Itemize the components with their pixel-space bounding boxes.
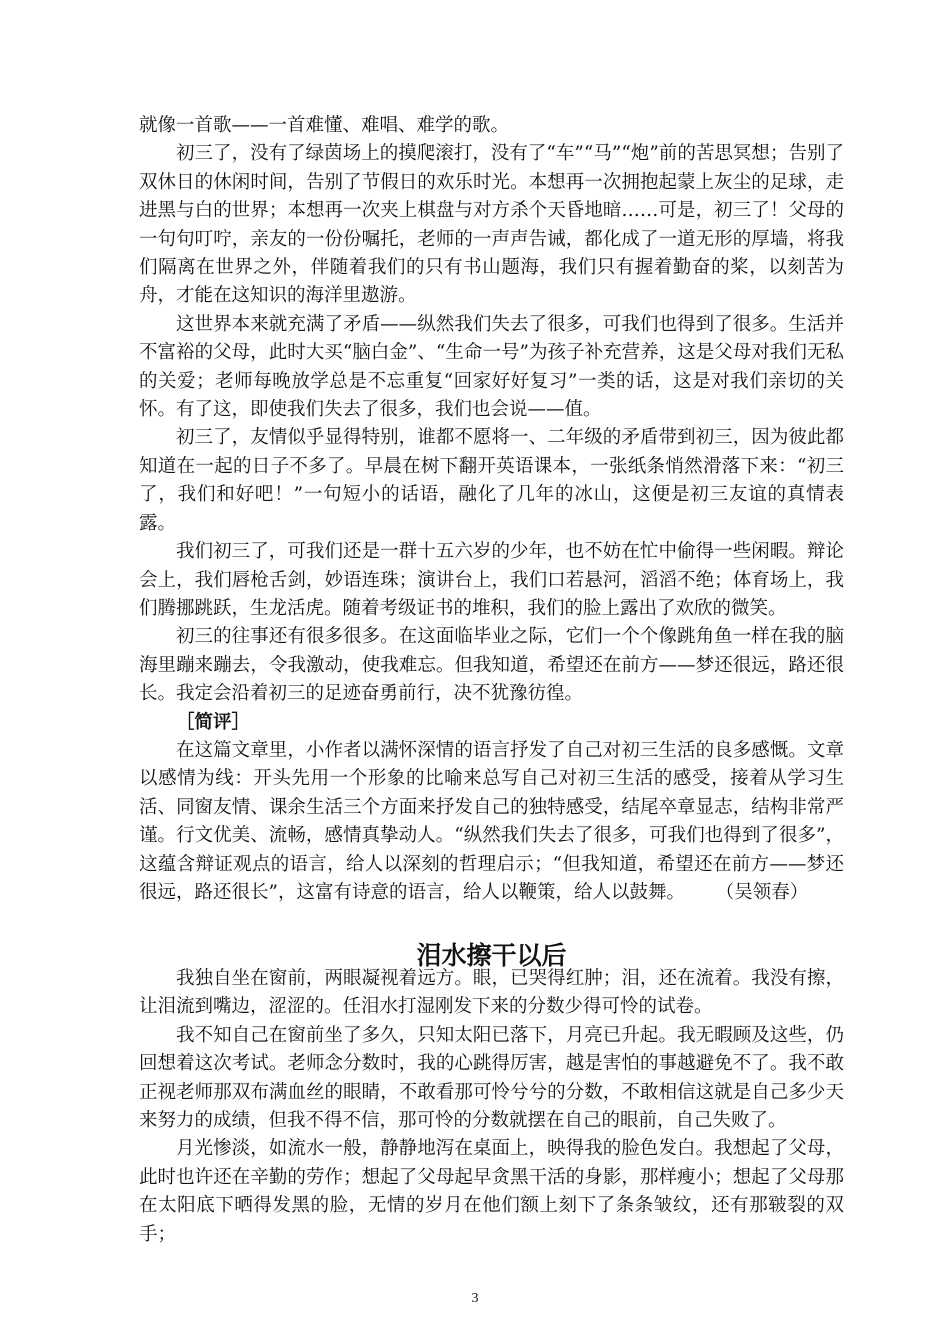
essay-paragraph: 我不知自己在窗前坐了多久，只知太阳已落下，月亮已升起。我无暇顾及这些，仍回想着这次考试。老师念分数时，我的心跳得厉害，越是害怕的事越避免不了。我不敢正视老师那双布满血丝的眼睛，不敢看那可怜兮兮的分数，不敢相信这就是自己多少天来努力的成绩，但我不得不信，那可怜的分数就摆在自己的眼前，自己失败了。: [139, 1024, 844, 1132]
comment-label: ［简评］: [176, 711, 251, 733]
comment-text: 在这篇文章里，小作者以满怀深情的语言抒发了自己对初三生活的良多感慨。文章以感情为线：开头先用一个形象的比喻来总写自己对初三生活的感受，接着从学习生活、同窗友情、课余生活三个方面来抒发自己的独特感受，结尾卒章显志，结构非常严谨。行文优美、流畅，感情真挚动人。“纵然我们失去了很多，可我们也得到了很多”，这蕴含辩证观点的语言，给人以深刻的哲理启示；“但我知道，希望还在前方——梦还很远，路还很长”，这富有诗意的语言，给人以鞭策，给人以鼓舞。: [139, 739, 844, 903]
essay-paragraph: 我们初三了，可我们还是一群十五六岁的少年，也不妨在忙中偷得一些闲暇。辩论会上，我们唇枪舌剑，妙语连珠；演讲台上，我们口若悬河，滔滔不绝；体育场上，我们腾挪跳跃，生龙活虎。随着考级证书的堆积，我们的脸上露出了欢欣的微笑。: [139, 541, 844, 619]
page-number: 3: [471, 1291, 479, 1306]
essay-paragraph: 月光惨淡，如流水一般，静静地泻在桌面上，映得我的脸色发白。我想起了父母，此时也许还在辛勤的劳作；想起了父母起早贪黑干活的身影，那样瘦小；想起了父母那在太阳底下晒得发黑的脸，无情的岁月在他们额上刻下了条条皱纹，还有那皲裂的双手；: [139, 1138, 844, 1245]
comment-author: （吴领春）: [724, 881, 809, 903]
essay-paragraph: 初三了，友情似乎显得特别，谁都不愿将一、二年级的矛盾带到初三，因为彼此都知道在一起的日子不多了。早晨在树下翻开英语课本，一张纸条悄然滑落下来：“初三了，我们和好吧！”一句短小的话语，融化了几年的冰山，这便是初三友谊的真情表露。: [139, 427, 844, 534]
essay-body: [139, 112, 844, 907]
essay-paragraph: 我独自坐在窗前，两眼凝视着远方。眼，已哭得红肿；泪，还在流着。我没有擦，让泪流到嘴边，涩涩的。任泪水打湿刚发下来的分数少得可怜的试卷。: [139, 968, 844, 1018]
essay-paragraph: 就像一首歌——一首难懂、难唱、难学的歌。: [139, 115, 510, 136]
comment-paragraph: [139, 737, 844, 907]
essay-paragraph: 初三了，没有了绿茵场上的摸爬滚打，没有了“车”“马”“炮”前的苦思冥想；告别了双休日的休闲时间，告别了节假日的欢乐时光。本想再一次拥抱起蒙上灰尘的足球，走进黑与白的世界；本想再一次夹上棋盘与对方杀个天昏地暗……可是，初三了！父母的一句句叮咛，亲友的一份份嘱托，老师的一声声告诫，都化成了一道无形的厚墙，将我们隔离在世界之外，伴随着我们的只有书山题海，我们只有握着勤奋的桨，以刻苦为舟，才能在这知识的海洋里遨游。: [139, 143, 844, 307]
essay-title: 泪水擦干以后: [416, 941, 567, 970]
essay-paragraph: 这世界本来就充满了矛盾——纵然我们失去了很多，可我们也得到了很多。生活并不富裕的父母，此时大买“脑白金”、“生命一号”为孩子补充营养，这是父母对我们无私的关爱；老师每晚放学总是不忘重复“回家好好复习”一类的话，这是对我们亲切的关怀。有了这，即使我们失去了很多，我们也会说——值。: [139, 313, 844, 421]
essay-body-2: [139, 965, 844, 1249]
essay-paragraph: 初三的往事还有很多很多。在这面临毕业之际，它们一个个像跳角鱼一样在我的脑海里蹦来蹦去，令我激动，使我难忘。但我知道，希望还在前方——梦还很远，路还很长。我定会沿着初三的足迹奋勇前行，决不犹豫彷徨。: [139, 626, 844, 705]
